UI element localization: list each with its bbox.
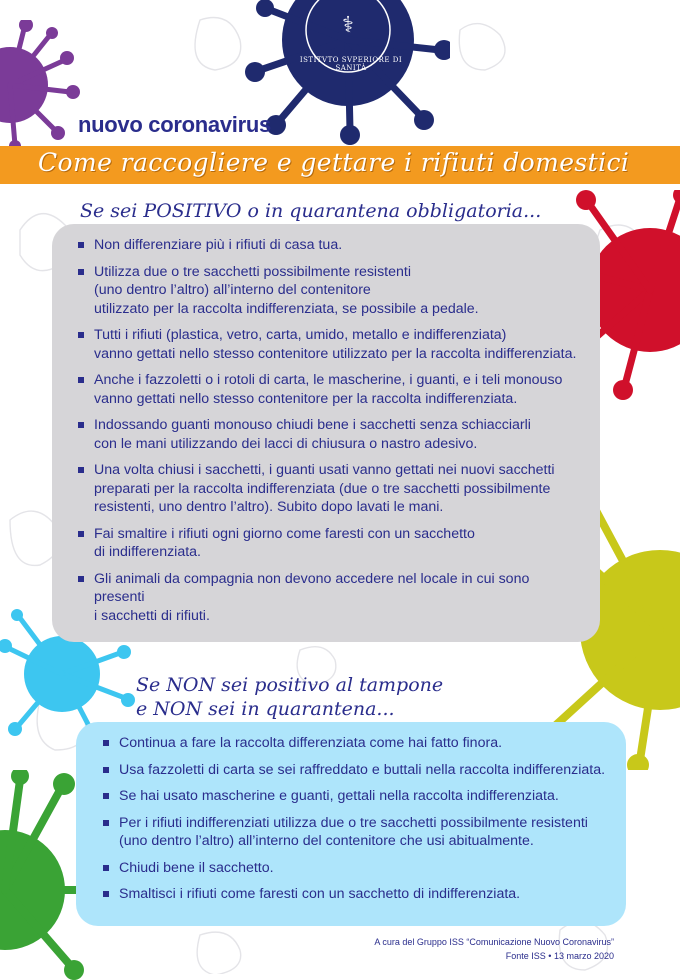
footer-source: Fonte ISS • 13 marzo 2020 — [505, 951, 614, 961]
square-bullet-icon — [78, 242, 84, 248]
list-item — [78, 570, 583, 626]
square-bullet-icon — [103, 767, 109, 773]
list-item — [78, 371, 583, 408]
list-item-text: Non differenziare più i rifiuti di casa tua. — [94, 237, 343, 253]
list-item-text: Utilizza due o tre sacchetti possibilmente resistenti (uno dentro l’altro) all’interno del contenitore utilizzato per la raccolta indifferenziata, se possibile a pedale. — [94, 263, 479, 317]
page-title: Come raccogliere e gettare i rifiuti domestici — [38, 148, 630, 177]
square-bullet-icon — [103, 740, 109, 746]
list-item — [103, 787, 613, 806]
list-item — [78, 461, 583, 517]
list-item — [78, 326, 583, 363]
list-item — [78, 236, 583, 255]
square-bullet-icon — [78, 467, 84, 473]
list-item — [103, 859, 613, 878]
list-item — [103, 885, 613, 904]
square-bullet-icon — [78, 332, 84, 338]
subtitle: nuovo coronavirus — [78, 112, 271, 137]
list-item-text: Chiudi bene il sacchetto. — [119, 859, 274, 876]
list-item-text: Usa fazzoletti di carta se sei raffreddato e buttali nella raccolta indifferenziata. — [119, 761, 606, 778]
square-bullet-icon — [103, 820, 109, 826]
section-negative-list — [103, 734, 613, 912]
section-negative-heading-line1: Se NON sei positivo al tampone — [136, 674, 444, 696]
list-item — [103, 814, 613, 851]
list-item — [103, 761, 613, 780]
square-bullet-icon — [103, 793, 109, 799]
purple-virus-icon — [0, 20, 90, 150]
square-bullet-icon — [103, 891, 109, 897]
list-item-text: Smaltisci i rifiuti come faresti con un sacchetto di indifferenziata. — [119, 886, 521, 902]
list-item-text: Tutti i rifiuti (plastica, vetro, carta, umido, metallo e indifferenziata) vanno gettati nello stesso contenitore utilizzato per la raccolta indifferenziata. — [94, 327, 577, 362]
list-item-text: Indossando guanti monouso chiudi bene i sacchetti senza schiacciarli con le mani utilizzando dei lacci di chiusura o nastro adesivo. — [94, 417, 531, 452]
square-bullet-icon — [78, 422, 84, 428]
section-positive-list — [78, 236, 583, 633]
square-bullet-icon — [103, 865, 109, 871]
list-item-text: Per i rifiuti indifferenziati utilizza due o tre sacchetti possibilmente resistenti (uno dentro l’altro) all’interno del contenitore che usi abitualmente. — [119, 814, 588, 849]
section-positive-heading: Se sei POSITIVO o in quarantena obbligatoria... — [80, 200, 542, 222]
svg-text:⚕: ⚕ — [342, 13, 354, 38]
list-item — [78, 263, 583, 319]
list-item-text: Se hai usato mascherine e guanti, gettali nella raccolta indifferenziata. — [119, 788, 559, 804]
section-negative-heading-line2: e NON sei in quarantena... — [136, 698, 395, 720]
list-item — [103, 734, 613, 753]
footer-credit: A cura del Gruppo ISS “Comunicazione Nuovo Coronavirus” — [374, 937, 614, 947]
iss-logo-virus-icon — [240, 0, 450, 150]
square-bullet-icon — [78, 377, 84, 383]
list-item-text: Continua a fare la raccolta differenziata come hai fatto finora. — [119, 735, 503, 751]
list-item — [78, 416, 583, 453]
list-item-text: Anche i fazzoletti o i rotoli di carta, le mascherine, i guanti, e i teli monouso vanno gettati nello stesso contenitore per la raccolta indifferenziata. — [94, 372, 563, 407]
list-item-text: Una volta chiusi i sacchetti, i guanti usati vanno gettati nei nuovi sacchetti preparati per la raccolta indifferenziata (due o tre sacchetti possibilmente resistenti, uno dentro l’altro). Subito dopo lavati le mani. — [94, 462, 555, 515]
square-bullet-icon — [78, 576, 84, 582]
square-bullet-icon — [78, 531, 84, 537]
list-item — [78, 525, 583, 562]
list-item-text: Fai smaltire i rifiuti ogni giorno come faresti con un sacchetto di indifferenziata. — [94, 525, 475, 560]
square-bullet-icon — [78, 269, 84, 275]
logo-text: ISTITVTO SVPERIORE DI SANITÀ — [299, 56, 403, 72]
list-item-text: Gli animali da compagnia non devono accedere nel locale in cui sono presenti i sacchetti di rifiuti. — [94, 570, 530, 624]
